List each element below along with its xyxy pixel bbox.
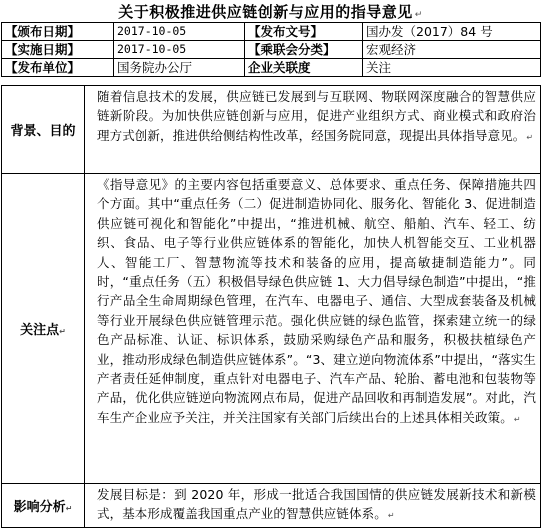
title-text: 关于积极推进供应链创新与应用的指导意见 — [118, 3, 413, 21]
category-label: 【乘联会分类】 — [245, 41, 363, 59]
issue-date-label: 【颁布日期】 — [2, 23, 114, 41]
document-title — [0, 2, 541, 22]
metadata-row — [2, 41, 541, 59]
background-label: 背景、目的 — [2, 86, 85, 174]
paragraph-mark-icon: ↵ — [59, 327, 66, 336]
metadata-table — [1, 22, 541, 77]
category-value: 宏观经济 — [363, 41, 541, 59]
focus-label — [2, 174, 85, 484]
background-text-cell — [85, 86, 541, 174]
impact-label-text: 影响分析 — [13, 499, 66, 515]
publisher-label: 【发布单位】 — [2, 59, 114, 77]
background-text: 随着信息技术的发展，供应链已发展到与互联网、物联网深度融合的智慧供应链新阶段。为加快供应链创新与应用，促进产业组织方式、商业模式和政府治理方式创新，推进供给侧结构性改革，经国务院同意，现提出具体指导意见。 — [97, 89, 536, 143]
paragraph-mark-icon: ↵ — [387, 511, 395, 521]
paragraph-mark-icon: ↵ — [526, 132, 534, 142]
impact-row — [2, 484, 541, 528]
issue-date-value: 2017-10-05 — [114, 23, 245, 41]
paragraph-mark-icon: ↵ — [65, 503, 73, 513]
impact-text: 发展目标是：到 2020 年，形成一批适合我国国情的供应链发展新技术和新模式，基本形成覆盖我国重点产业的智慧供应链体系。 — [97, 487, 536, 522]
focus-text: 《指导意见》的主要内容包括重要意义、总体要求、重点任务、保障措施共四个方面。其中“重点任务（二）促进制造协同化、服务化、智能化 3、促进制造供应链可视化和智能化”中提出，“推进机械、航空、船舶、汽车、轻工、纺织、食品、电子等行业供应链体系的智能化，加快人机智能交互、工业机器人、智能工厂、智慧物流等技术和装备的应用，提高敏捷制造能力”。同时，“重点任务（五）积极倡导绿色供应链 1、大力倡导绿色制造”中提出，“推行产品全生命周期绿色管理，在汽车、电器电子、通信、大型成套装备及机械等行业开展绿色供应链管理示范。强化供应链的绿色监管，探索建立统一的绿色产品标准、认证、标识体系，鼓励采购绿色产品和服务，积极扶植绿色产业，推动形成绿色制造供应链体系”。“3、建立逆向物流体系”中提出，“落实生产者责任延伸制度，重点针对电器电子、汽车产品、轮胎、蓄电池和包装物等产品，优化供应链逆向物流网点布局，促进产品回收和再制造发展”。对此，汽车生产企业应予关注，并关注国家有关部门后续出台的上述具体相关政策。 — [97, 177, 536, 425]
metadata-row — [2, 23, 541, 41]
paragraph-mark-icon: ↵ — [414, 10, 423, 20]
paragraph-mark-icon: ↵ — [513, 414, 521, 424]
focus-label-text: 关注点 — [20, 323, 60, 338]
effective-date-value: 2017-10-05 — [114, 41, 245, 59]
relevance-value: 关注 — [363, 59, 541, 77]
focus-row — [2, 174, 541, 484]
content-table — [1, 85, 541, 528]
impact-label — [2, 484, 85, 528]
focus-text-cell — [85, 174, 541, 484]
doc-number-label: 【发布文号】 — [245, 23, 363, 41]
relevance-label: 企业关联度 — [245, 59, 363, 77]
background-row — [2, 86, 541, 174]
metadata-row — [2, 59, 541, 77]
effective-date-label: 【实施日期】 — [2, 41, 114, 59]
publisher-value: 国务院办公厅 — [114, 59, 245, 77]
impact-text-cell — [85, 484, 541, 528]
doc-number-value: 国办发（2017）84 号 — [363, 23, 541, 41]
